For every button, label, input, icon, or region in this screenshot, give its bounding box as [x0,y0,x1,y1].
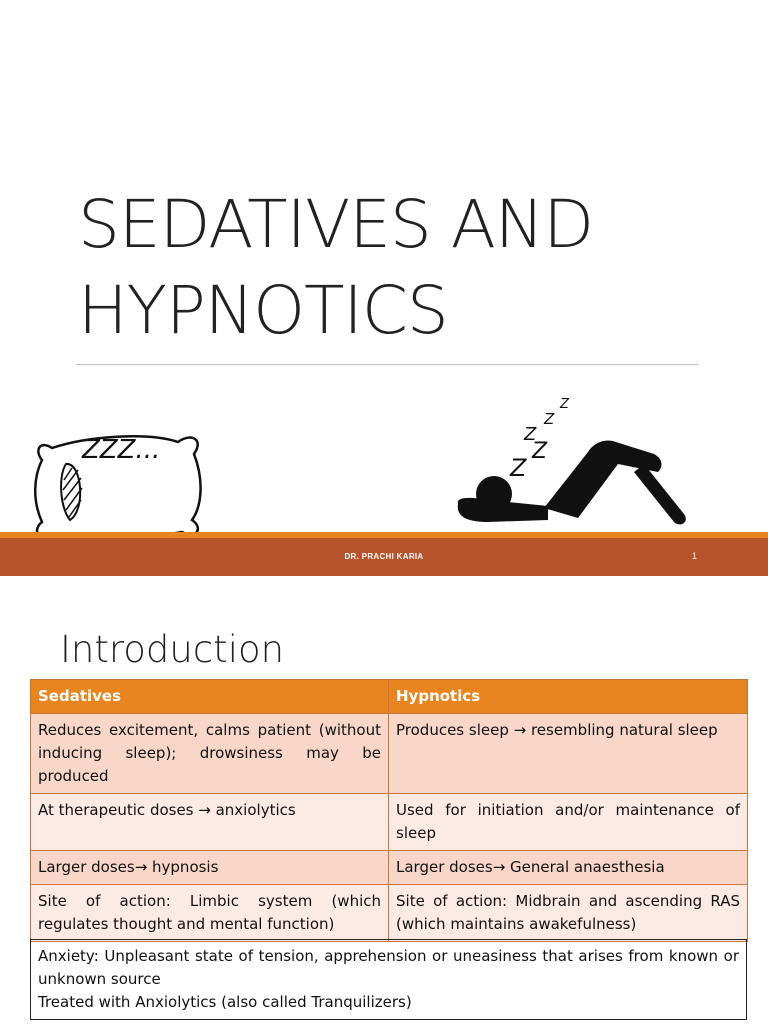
table-cell: Used for initiation and/or maintenance of sleep [389,794,748,851]
table-row [31,885,748,942]
comparison-table [30,679,748,942]
table-row [31,714,748,794]
table-cell: Site of action: Limbic system (which regulates thought and mental function) [31,885,389,942]
table-header: Hypnotics [389,680,748,714]
title-divider [76,364,698,365]
sleeping-pillow-icon [28,424,208,544]
svg-text:Z: Z [560,397,569,412]
title-line-2: HYPNOTICS [78,272,448,349]
anxiety-treatment: Treated with Anxiolytics (also called Tranquilizers) [38,993,412,1011]
table-cell: Site of action: Midbrain and ascending RAS (which maintains awakefulness) [389,885,748,942]
title-line-1: SEDATIVES AND [78,186,594,263]
table-row [31,851,748,885]
svg-text:Z: Z [544,410,555,428]
svg-text:Z: Z [532,439,548,464]
svg-text:Z: Z [510,454,527,482]
footer-author: DR. PRACHI KARIA [344,552,424,561]
anxiety-definition: Anxiety: Unpleasant state of tension, apprehension or uneasiness that arises from known or unknown source [38,947,739,988]
page-number: 1 [692,551,698,561]
pillow-zzz: ZZZ... [82,435,161,465]
svg-text:Z: Z [524,424,537,445]
table-cell: Produces sleep → resembling natural sleep [389,714,748,794]
table-cell: Reduces excitement, calms patient (without inducing sleep); drowsiness may be produced [31,714,389,794]
table-cell: Larger doses→ hypnosis [31,851,389,885]
table-header-row [31,680,748,714]
introduction-slide [0,576,768,1024]
section-heading: Introduction [60,628,285,671]
slide-title [78,182,718,354]
table-header: Sedatives [31,680,389,714]
table-row [31,794,748,851]
table-cell: Larger doses→ General anaesthesia [389,851,748,885]
sleeping-person-icon [448,394,698,534]
definition-box [30,939,747,1020]
table-cell: At therapeutic doses → anxiolytics [31,794,389,851]
